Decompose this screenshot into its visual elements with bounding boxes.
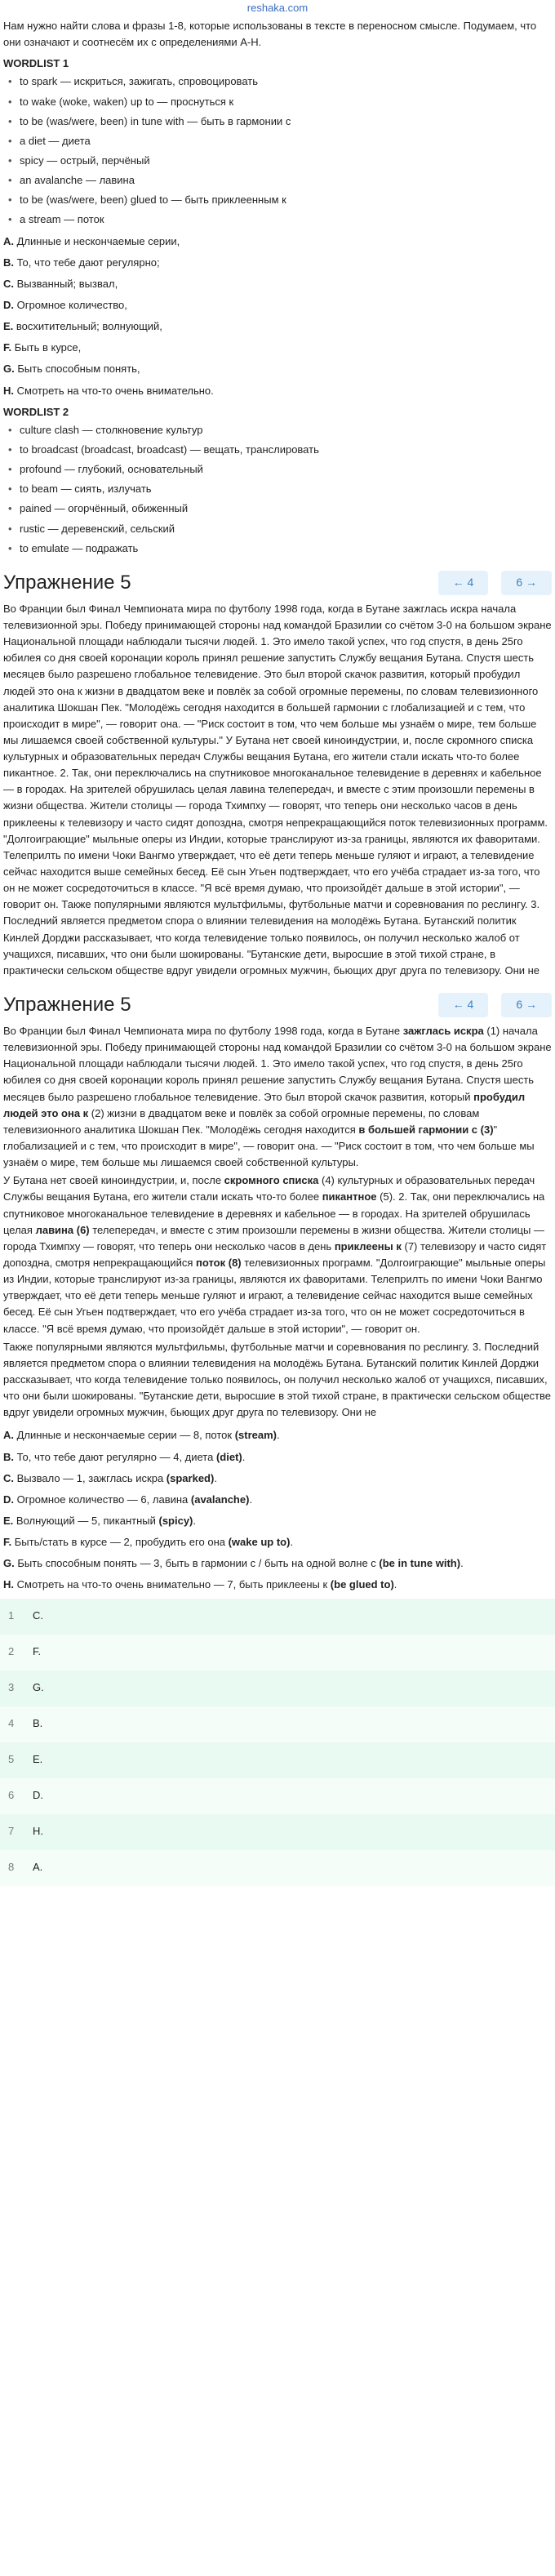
answer-number: 8 — [0, 1850, 32, 1886]
answer-definition — [3, 1492, 552, 1508]
definition — [3, 361, 552, 377]
def-tail: . — [276, 1429, 280, 1442]
text-span: (5). 2. Так, они переключались на спутниковое многоканальное телевидение в деревнях и кабельное — в городах. На зрителей обрушилась целая — [3, 1190, 545, 1236]
highlight: пробудил людей это она к — [3, 1090, 526, 1119]
def-letter: B. — [3, 256, 14, 269]
highlight: зажглась искра — [402, 1025, 484, 1038]
prev-exercise-button[interactable]: ← 4 — [438, 993, 489, 1017]
list-item: • to wake (woke, waken) up to — проснуться к — [3, 94, 552, 110]
list-item: • to broadcast (broadcast, broadcast) — вещать, транслировать — [3, 442, 552, 458]
text-span: (1) начала телевизионной эры. Победу принимающей стороны над командой Бразилии со счётом 3-0 на большом экране Национальной площади наблюдали тысячи людей. 1. Это имело такой успех, что год спустя, в день 25го юбилея со дня своей коронации король принял решение запустить Службу вещания Бутана. Спустя шесть месяцев было разрешено глобальное телевидение. Это был второй скачок развития, который — [3, 1025, 552, 1103]
def-letter: D. — [3, 298, 14, 311]
def-word: (diet) — [215, 1450, 242, 1463]
wordlist2 — [3, 422, 552, 557]
highlight: поток (8) — [196, 1257, 242, 1269]
section-header — [3, 992, 552, 1018]
site-logo[interactable]: reshaka.com — [246, 2, 309, 14]
list-item: • to be (was/were, been) glued to — быть приклеенным к — [3, 192, 552, 208]
def-text: Быть способным понять — 3, быть в гармонии с / быть на одной волне с — [17, 1557, 380, 1570]
section-nav — [438, 571, 552, 595]
table-row — [0, 1599, 555, 1635]
def-letter: B. — [3, 1450, 14, 1463]
list-item: • an avalanche — лавина — [3, 172, 552, 189]
def-letter: D. — [3, 1493, 14, 1506]
list-item: • culture clash — столкновение культур — [3, 422, 552, 438]
answer-letter: G. — [32, 1671, 555, 1706]
list-item: • spicy — острый, перчёный — [3, 153, 552, 169]
def-tail: . — [460, 1557, 464, 1570]
text-span: (7) телевизору и часто сидят допоздна, смотря непрекращающийся — [3, 1239, 547, 1269]
def-letter: A. — [3, 1429, 14, 1442]
answer-letter: H. — [32, 1814, 555, 1850]
def-text: Смотреть на что-то очень внимательно — 7, быть приклеены к — [16, 1578, 331, 1591]
definition — [3, 234, 552, 250]
list-item: • profound — глубокий, основательный — [3, 461, 552, 478]
list-item: • rustic — деревенский, сельский — [3, 521, 552, 537]
def-letter: H. — [3, 1578, 14, 1591]
def-tail: . — [249, 1493, 253, 1506]
wordlist1-title: WORDLIST 1 — [3, 57, 69, 70]
paragraph — [3, 1023, 552, 1171]
def-text: Вызвало — 1, зажглась искра — [16, 1471, 166, 1484]
table-row — [0, 1635, 555, 1671]
answer-definition — [3, 1555, 552, 1572]
section-title: Упражнение 5 — [3, 994, 131, 1017]
list-item: • to emulate — подражать — [3, 541, 552, 557]
next-exercise-button[interactable]: 6 → — [501, 993, 552, 1017]
answer-number: 2 — [0, 1635, 32, 1671]
article-text-annotated — [3, 1023, 552, 1421]
table-row — [0, 1778, 555, 1814]
prev-exercise-button[interactable]: ← 4 — [438, 571, 489, 595]
highlight: лавина (6) — [35, 1223, 90, 1236]
definition — [3, 340, 552, 356]
paragraph — [3, 1172, 552, 1337]
highlight: скромного списка — [224, 1174, 319, 1187]
def-tail: . — [290, 1536, 294, 1549]
text-span: Во Франции был Финал Чемпионата мира по футболу 1998 года, когда в Бутане — [3, 1025, 403, 1038]
wordlist1 — [3, 73, 552, 228]
def-text: То, что тебе дают регулярно — 4, диета — [16, 1450, 216, 1463]
text-span: телевизионных программ. "Долгоиграющие" мыльные оперы из Индии, которые транслируют из-за границы, являются их фаворитами. Телеприлть по имени Чоки Вангмо утверждает, что её дети теперь меньше гуляют и играют, а телевидение сейчас находится выше семейных бесед. Её сын Угьен подтверждает, что его учёба страдает из-за того, что он не может сосредоточиться в классе. "Я всё время думаю, что произойдёт дальше в этой истории", — говорит он. — [3, 1257, 546, 1335]
table-row — [0, 1671, 555, 1706]
answer-definitions — [3, 1427, 552, 1593]
def-word: (be glued to) — [330, 1578, 394, 1591]
table-row — [0, 1814, 555, 1850]
def-letter: H. — [3, 384, 14, 397]
answer-letter: E. — [32, 1742, 555, 1778]
list-item: • pained — огорчённый, обиженный — [3, 501, 552, 517]
def-letter: F. — [3, 341, 12, 354]
def-text: Быть способным понять, — [17, 363, 140, 376]
section-title: Упражнение 5 — [3, 572, 131, 594]
highlight: приклеены к — [334, 1239, 402, 1252]
answer-letter: A. — [32, 1850, 555, 1886]
def-word: (be in tune with) — [379, 1557, 461, 1570]
list-item: • a diet — диета — [3, 133, 552, 149]
answer-definition — [3, 1470, 552, 1487]
answers-table — [0, 1599, 555, 1886]
paragraph: Также популярными являются мультфильмы, футбольные матчи и соревнования по реслингу. 3. Последний является предметом спора о влиянии телевидения на молодёжь Бутана. Бутанский политик Кинлей Дорджи рассказывает, что когда телевидение только появилось, он получил несколько жалоб от учащихся, писавших, что они были шокированы. "Бутанские дети, выросшие в этой тихой стране, в практически сельском обществе вдруг увидели огромных мужчин, бьющих друг друга по телевизору. Они не — [3, 1340, 551, 1419]
def-tail: . — [193, 1514, 197, 1527]
answer-number: 4 — [0, 1706, 32, 1742]
text-span: (2) жизни в двадцатом веке и повлёк за собой огромные перемены, по словам телевизионного аналитика Шокшан Пек. "Молодёжь сегодня находится — [3, 1106, 480, 1136]
answer-letter: D. — [32, 1778, 555, 1814]
section-header — [3, 570, 552, 596]
def-letter: F. — [3, 1536, 12, 1549]
article-text: Во Франции был Финал Чемпионата мира по футболу 1998 года, когда в Бутане зажглась искра начала телевизионной эры. Победу принимающей стороны над командой Бразилии со счётом 3-0 на большом экране Национальной площади наблюдали тысячи людей. 1. Это имело такой успех, что год спустя, в день 25го юбилея со дня своей коронации король принял решение запустить Службу вещания Бутана. Спустя шесть месяцев было разрешено глобальное телевидение. Это был второй скачок развития, который пробудил людей это она к жизни в двадцатом веке и повлёк за собой огромные перемены, по словам телевизионного аналитика Шокшан Пек. "Молодёжь сегодня находится в большей гармонии с глобализацией и с тем, что происходит в мире", — говорит она. — "Риск состоит в том, что чем больше мы узнаём о мире, тем больше мы лишаемся своей собственной культуры." У Бутана нет своей киноиндустрии, и, после скромного списка культурных и образовательных передач Службы вещания Бутана, его жители стали искать что-то более пикантное. 2. Так, они переключались на спутниковое многоканальное телевидение в деревнях и кабельное — в городах. На зрителей обрушилась целая лавина телепередач, и вместе с этим произошли перемены в жизни общества. Жители столицы — города Тхимпху — говорят, что теперь они несколько часов в день приклеены к телевизору и часто сидят допоздна, смотря непрекращающийся поток телевизионных программ. "Долгоиграющие" мыльные оперы из Индии, которые транслируют из-за границы, являются их фаворитами. Телеприлть по имени Чоки Вангмо утверждает, что её дети теперь меньше гуляют и играют, а телевидение сейчас находится выше семейных бесед. Её сын Угьен подтверждает, что его учёба страдает из-за того, что он не может сосредоточиться в классе. "Я всё время думаю, что произойдёт дальше в этой истории", — говорит он. Также популярными являются мультфильмы, футбольные матчи и соревнования по реслингу. 3. Последний является предметом спора о влиянии телевидения на молодёжь Бутана. Бутанский политик Кинлей Дорджи рассказывает, что когда телевидение только появилось, он получил несколько жалоб от учащихся, писавших, что они были шокированы. "Бутанские дети, выросшие в этой тихой стране, в практически сельском обществе вдруг увидели огромных мужчин, бьющих друг друга по телевизору. Они не — [3, 602, 552, 977]
def-text: восхитительный; волнующий, — [16, 320, 162, 333]
def-text: То, что тебе дают регулярно; — [16, 256, 160, 269]
answer-number: 6 — [0, 1778, 32, 1814]
highlight: в большей гармонии с (3) — [358, 1123, 494, 1136]
def-text: Быть/стать в курсе — 2, пробудить его она — [14, 1536, 229, 1549]
next-exercise-button[interactable]: 6 → — [501, 571, 552, 595]
def-letter: G. — [3, 363, 15, 376]
answer-letter: B. — [32, 1706, 555, 1742]
answer-number: 3 — [0, 1671, 32, 1706]
table-row — [0, 1706, 555, 1742]
list-item: • to be (was/were, been) in tune with — быть в гармонии с — [3, 113, 552, 130]
section-nav — [438, 993, 552, 1017]
highlight: пикантное — [322, 1190, 377, 1203]
def-text: Вызванный; вызвал, — [16, 277, 118, 290]
def-tail: . — [214, 1471, 217, 1484]
table-row — [0, 1850, 555, 1886]
def-text: Длинные и нескончаемые серии — 8, поток — [16, 1429, 235, 1442]
def-word: (stream) — [234, 1429, 277, 1442]
answer-number: 1 — [0, 1599, 32, 1635]
def-letter: E. — [3, 1514, 14, 1527]
definition — [3, 255, 552, 271]
answer-definition — [3, 1449, 552, 1466]
def-text: Огромное количество, — [16, 298, 127, 311]
def-text: Длинные и нескончаемые серии, — [16, 234, 180, 247]
answer-definition — [3, 1427, 552, 1444]
definition — [3, 318, 552, 335]
table-row — [0, 1742, 555, 1778]
definition — [3, 297, 552, 314]
answer-letter: C. — [32, 1599, 555, 1635]
def-letter: C. — [3, 277, 14, 290]
def-letter: C. — [3, 1471, 14, 1484]
definition — [3, 276, 552, 292]
def-letter: E. — [3, 320, 14, 333]
answer-definition — [3, 1577, 552, 1593]
def-text: Волнующий — 5, пикантный — [16, 1514, 159, 1527]
def-text: Смотреть на что-то очень внимательно. — [16, 384, 214, 397]
def-word: (sparked) — [166, 1471, 215, 1484]
def-tail: . — [393, 1578, 397, 1591]
def-tail: . — [242, 1450, 246, 1463]
def-word: (avalanche) — [190, 1493, 250, 1506]
text-span: телепередач, и вместе с этим произошли перемены в жизни общества. Жители столицы — города Тхимпху — говорят, что теперь они несколько часов в день — [3, 1223, 544, 1252]
wordlist2-title: WORDLIST 2 — [3, 405, 69, 418]
def-text: Огромное количество — 6, лавина — [16, 1493, 191, 1506]
list-item: • to beam — сиять, излучать — [3, 481, 552, 497]
def-letter: G. — [3, 1557, 15, 1570]
def-word: (wake up to) — [228, 1536, 291, 1549]
def-letter: A. — [3, 234, 14, 247]
list-item: • a stream — поток — [3, 211, 552, 228]
text-span: У Бутана нет своей киноиндустрии, и, после — [3, 1174, 224, 1187]
text-span: (4) культурных и образовательных передач Службы вещания Бутана, его жители стали искать что-то более — [3, 1174, 535, 1203]
answer-letter: F. — [32, 1635, 555, 1671]
list-item: • to spark — искриться, зажигать, спровоцировать — [3, 73, 552, 90]
def-text: Быть в курсе, — [14, 341, 82, 354]
answer-number: 5 — [0, 1742, 32, 1778]
intro-text: Нам нужно найти слова и фразы 1-8, которые использованы в тексте в переносном смысле. Подумаем, что они означают и соотнесём их с определениями A-H. — [3, 20, 537, 49]
answer-definition — [3, 1513, 552, 1529]
def-word: (spicy) — [158, 1514, 193, 1527]
text-span: " глобализацией и с тем, что происходит в мире", — говорит она. — "Риск состоит в том, что чем больше мы узнаём о мире, тем больше мы лишаемся своей собственной культуры. — [3, 1123, 535, 1169]
answer-number: 7 — [0, 1814, 32, 1850]
answer-definition — [3, 1534, 552, 1550]
definitions — [3, 234, 552, 399]
definition — [3, 383, 552, 399]
